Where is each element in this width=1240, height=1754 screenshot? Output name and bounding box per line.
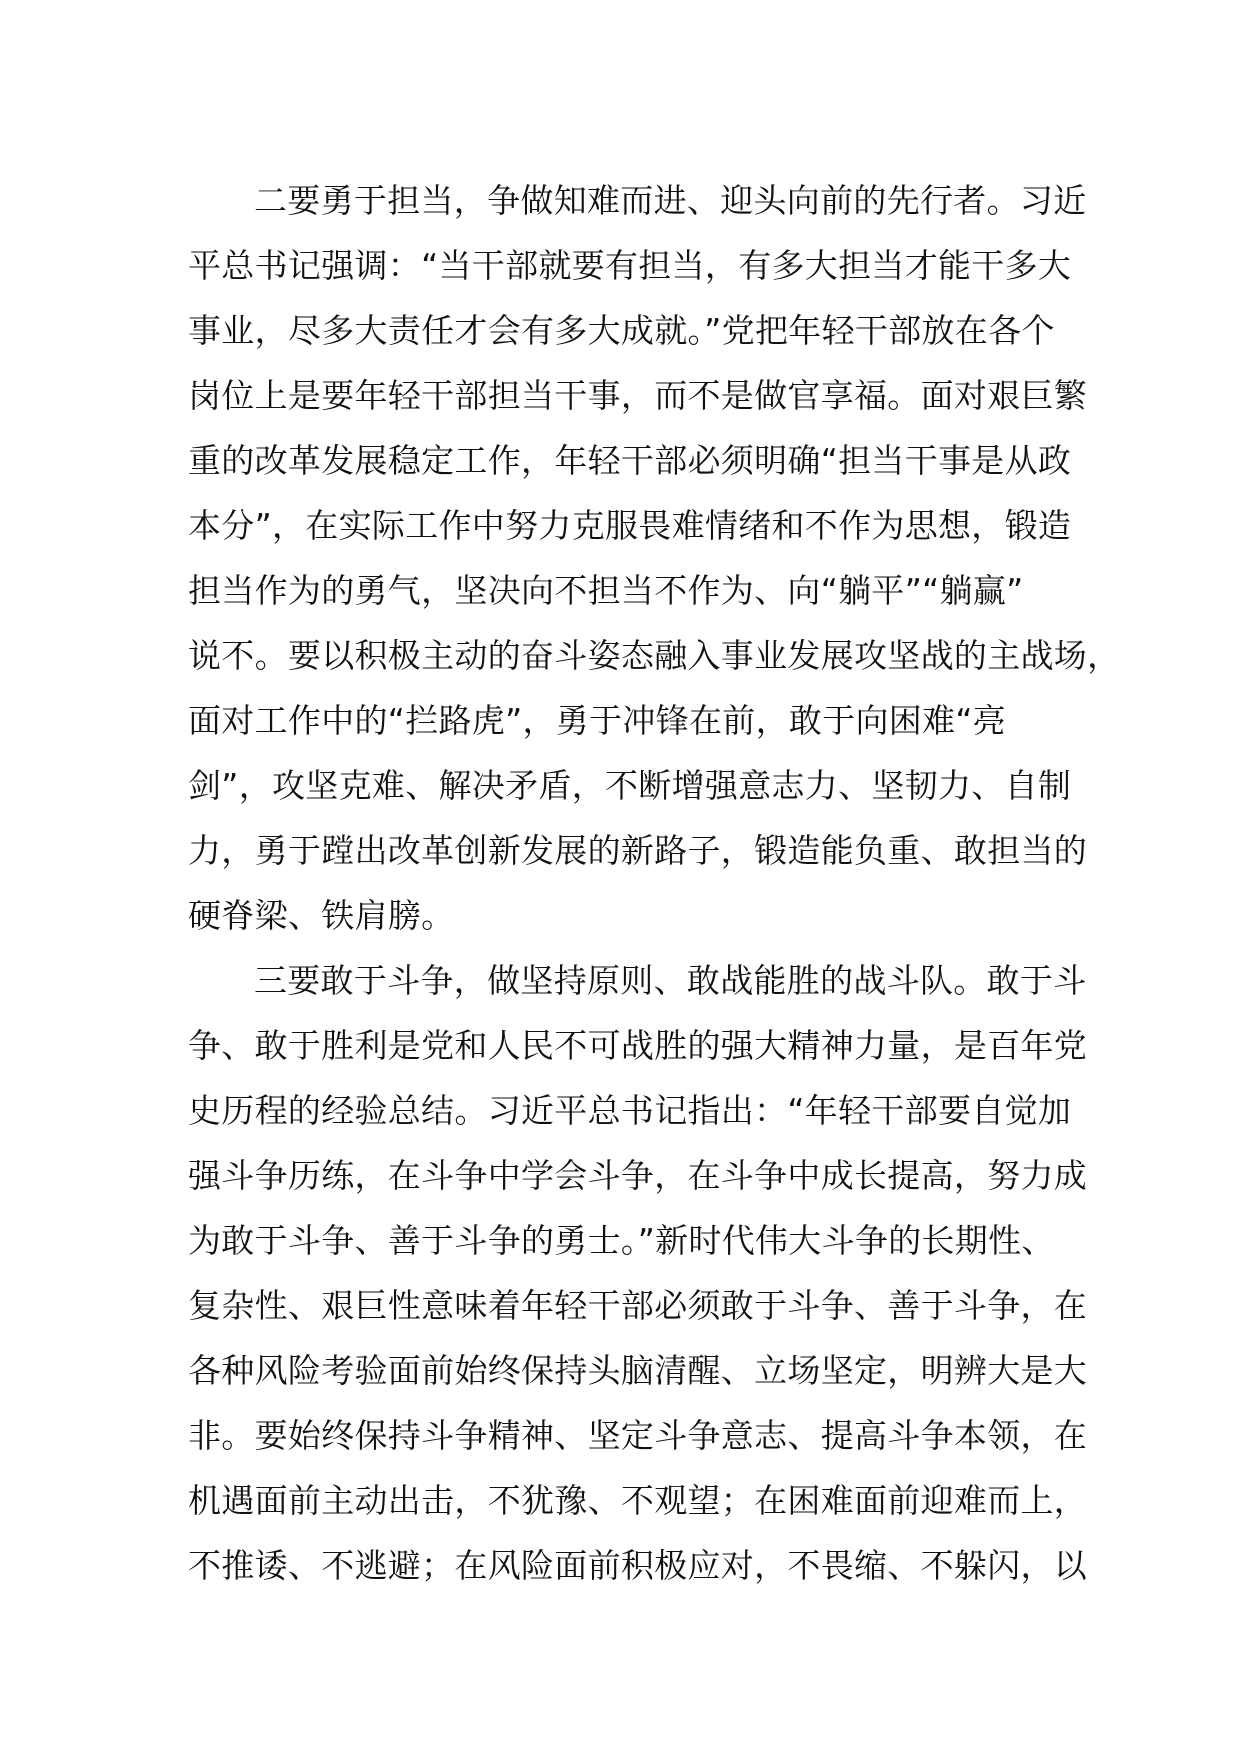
text-line: 说不。要以积极主动的奋斗姿态融入事业发展攻坚战的主战场，: [188, 636, 1121, 675]
text-line: 强斗争历练，在斗争中学会斗争，在斗争中成长提高，努力成: [188, 1156, 1088, 1195]
text-line: 力，勇于蹚出改革创新发展的新路子，锻造能负重、敢担当的: [188, 831, 1088, 870]
text-line: 本分”，在实际工作中努力克服畏难情绪和不作为思想，锻造: [188, 506, 1072, 545]
paragraph-2-first-line: 三要敢于斗争，做坚持原则、敢战能胜的战斗队。敢于斗: [254, 961, 1087, 1000]
body-text: [188, 168, 1121, 1598]
text-line: 史历程的经验总结。习近平总书记指出：“年轻干部要自觉加: [188, 1091, 1072, 1130]
text-line: 平总书记强调：“当干部就要有担当，有多大担当才能干多大: [188, 246, 1072, 285]
text-line: 剑”，攻坚克难、解决矛盾，不断增强意志力、坚韧力、自制: [188, 766, 1072, 805]
text-line: 岗位上是要年轻干部担当干事，而不是做官享福。面对艰巨繁: [188, 376, 1088, 415]
text-line: 重的改革发展稳定工作，年轻干部必须明确“担当干事是从政: [188, 441, 1072, 480]
text-line: 担当作为的勇气，坚决向不担当不作为、向“躺平”“躺赢”: [188, 571, 1024, 610]
text-line: 各种风险考验面前始终保持头脑清醒、立场坚定，明辨大是大: [188, 1351, 1088, 1390]
text-line: 面对工作中的“拦路虎”，勇于冲锋在前，敢于向困难“亮: [188, 701, 1007, 740]
text-line: 争、敢于胜利是党和人民不可战胜的强大精神力量，是百年党: [188, 1026, 1088, 1065]
text-line: 机遇面前主动出击，不犹豫、不观望；在困难面前迎难而上，: [188, 1481, 1088, 1520]
paragraph-1-first-line: 二要勇于担当，争做知难而进、迎头向前的先行者。习近: [254, 181, 1087, 220]
text-line: 硬脊梁、铁肩膀。: [188, 896, 455, 935]
text-line: 复杂性、艰巨性意味着年轻干部必须敢于斗争、善于斗争，在: [188, 1286, 1088, 1325]
text-line: 为敢于斗争、善于斗争的勇士。”新时代伟大斗争的长期性、: [188, 1221, 1055, 1260]
text-line: 非。要始终保持斗争精神、坚定斗争意志、提高斗争本领，在: [188, 1416, 1088, 1455]
text-line: 事业，尽多大责任才会有多大成就。”党把年轻干部放在各个: [188, 311, 1055, 350]
text-line: 不推诿、不逃避；在风险面前积极应对，不畏缩、不躲闪，以: [188, 1546, 1088, 1585]
